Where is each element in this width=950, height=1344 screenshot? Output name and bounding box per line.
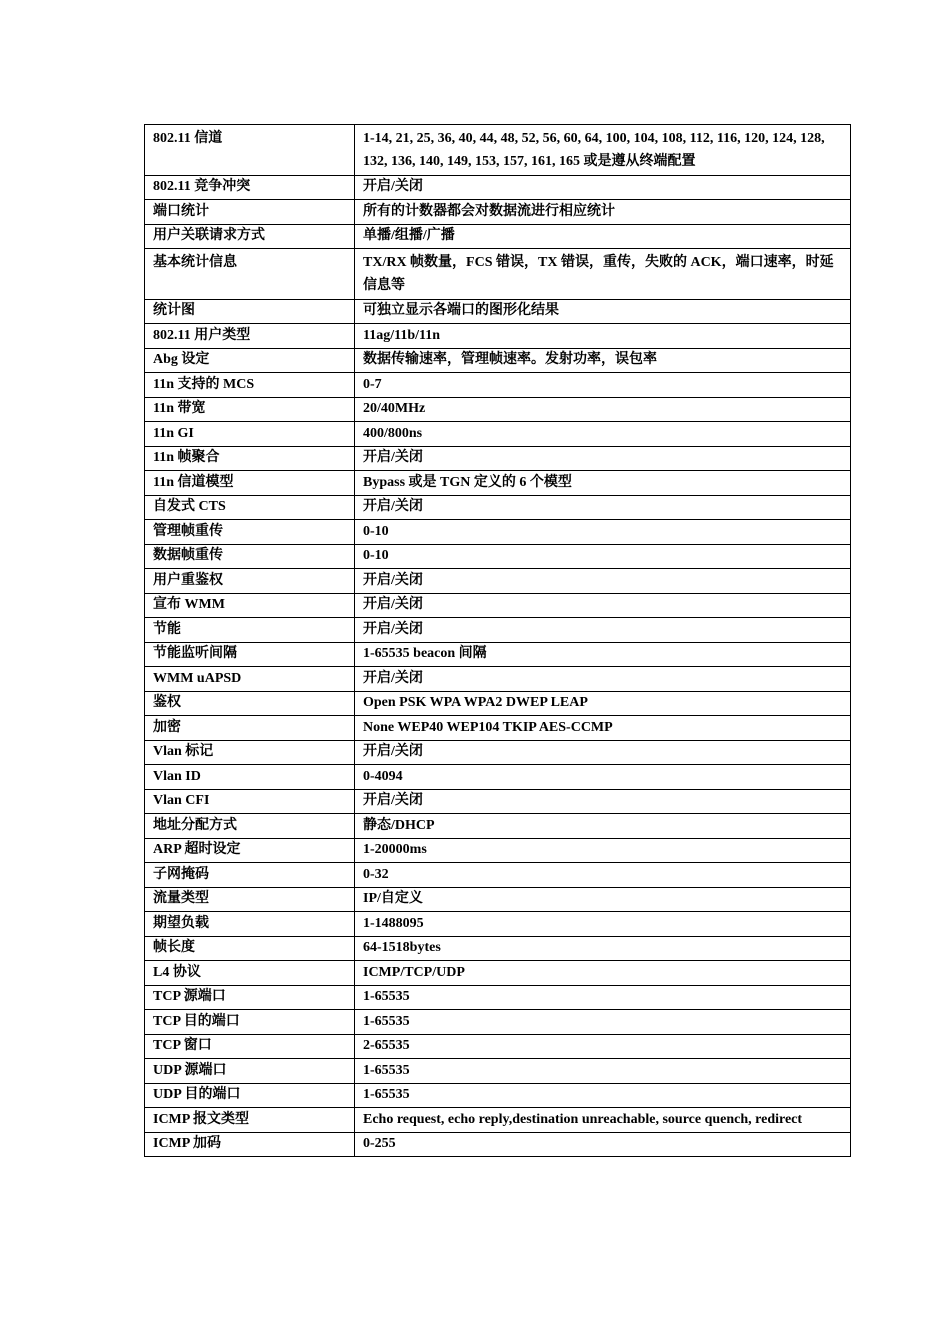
table-row	[145, 1132, 851, 1157]
parameter-name-cell: 期望负载	[145, 912, 355, 937]
table-row	[145, 642, 851, 667]
parameter-value-cell: None WEP40 WEP104 TKIP AES-CCMP	[355, 716, 851, 741]
table-row	[145, 348, 851, 373]
table-row	[145, 912, 851, 937]
parameter-name-cell: 地址分配方式	[145, 814, 355, 839]
spec-table-body	[145, 125, 851, 1157]
parameter-value-cell: 1-65535	[355, 1083, 851, 1108]
parameter-name-cell: 基本统计信息	[145, 249, 355, 300]
parameter-value-cell: 开启/关闭	[355, 667, 851, 692]
parameter-value-cell: 0-4094	[355, 765, 851, 790]
parameter-name-cell: 11n 支持的 MCS	[145, 373, 355, 398]
parameter-name-cell: 鉴权	[145, 691, 355, 716]
parameter-name-cell: 802.11 用户类型	[145, 324, 355, 349]
parameter-name-cell: TCP 源端口	[145, 985, 355, 1010]
parameter-name-cell: 802.11 信道	[145, 125, 355, 176]
table-row	[145, 667, 851, 692]
table-row	[145, 985, 851, 1010]
table-row	[145, 544, 851, 569]
parameter-value-cell: 0-10	[355, 520, 851, 545]
parameter-value-cell: 11ag/11b/11n	[355, 324, 851, 349]
table-row	[145, 1108, 851, 1133]
parameter-value-cell: 0-32	[355, 863, 851, 888]
table-row	[145, 495, 851, 520]
parameter-name-cell: UDP 目的端口	[145, 1083, 355, 1108]
parameter-value-cell: Open PSK WPA WPA2 DWEP LEAP	[355, 691, 851, 716]
parameter-value-cell: 2-65535	[355, 1034, 851, 1059]
table-row	[145, 1010, 851, 1035]
parameter-name-cell: 宣布 WMM	[145, 593, 355, 618]
parameter-value-cell: Bypass 或是 TGN 定义的 6 个模型	[355, 471, 851, 496]
parameter-name-cell: 802.11 竞争冲突	[145, 175, 355, 200]
parameter-value-cell: 1-65535	[355, 985, 851, 1010]
parameter-name-cell: ICMP 报文类型	[145, 1108, 355, 1133]
table-row	[145, 569, 851, 594]
parameter-name-cell: 11n 带宽	[145, 397, 355, 422]
parameter-name-cell: 帧长度	[145, 936, 355, 961]
table-row	[145, 520, 851, 545]
parameter-value-cell: 开启/关闭	[355, 175, 851, 200]
parameter-name-cell: ICMP 加码	[145, 1132, 355, 1157]
table-row	[145, 765, 851, 790]
parameter-name-cell: 用户重鉴权	[145, 569, 355, 594]
parameter-name-cell: ARP 超时设定	[145, 838, 355, 863]
parameter-value-cell: IP/自定义	[355, 887, 851, 912]
table-row	[145, 789, 851, 814]
parameter-value-cell: 400/800ns	[355, 422, 851, 447]
parameter-value-cell: 单播/组播/广播	[355, 224, 851, 249]
parameter-value-cell: 0-7	[355, 373, 851, 398]
table-row	[145, 887, 851, 912]
parameter-value-cell: 所有的计数器都会对数据流进行相应统计	[355, 200, 851, 225]
table-row	[145, 1034, 851, 1059]
parameter-value-cell: 开启/关闭	[355, 789, 851, 814]
table-row	[145, 125, 851, 176]
table-row	[145, 175, 851, 200]
parameter-name-cell: 流量类型	[145, 887, 355, 912]
parameter-value-cell: 1-1488095	[355, 912, 851, 937]
parameter-value-cell: 数据传输速率，管理帧速率。发射功率，误包率	[355, 348, 851, 373]
parameter-value-cell: 开启/关闭	[355, 446, 851, 471]
parameter-value-cell: 开启/关闭	[355, 740, 851, 765]
parameter-name-cell: 自发式 CTS	[145, 495, 355, 520]
table-row	[145, 814, 851, 839]
parameter-name-cell: 11n 信道模型	[145, 471, 355, 496]
parameter-value-cell: 0-10	[355, 544, 851, 569]
parameter-value-cell: TX/RX 帧数量，FCS 错误，TX 错误，重传，失败的 ACK，端口速率，时延信息等	[355, 249, 851, 300]
parameter-value-cell: 64-1518bytes	[355, 936, 851, 961]
parameter-value-cell: 1-14, 21, 25, 36, 40, 44, 48, 52, 56, 60, 64, 100, 104, 108, 112, 116, 120, 124, 128, 132, 136, 140, 149, 153, 157, 161, 165 或是遵从终端配置	[355, 125, 851, 176]
parameter-value-cell: Echo request, echo reply,destination unreachable, source quench, redirect	[355, 1108, 851, 1133]
parameter-name-cell: 统计图	[145, 299, 355, 324]
parameter-value-cell: 1-65535	[355, 1059, 851, 1084]
parameter-name-cell: UDP 源端口	[145, 1059, 355, 1084]
table-row	[145, 397, 851, 422]
parameter-value-cell: 可独立显示各端口的图形化结果	[355, 299, 851, 324]
parameter-name-cell: TCP 目的端口	[145, 1010, 355, 1035]
parameter-value-cell: 1-65535 beacon 间隔	[355, 642, 851, 667]
parameter-name-cell: 11n GI	[145, 422, 355, 447]
table-row	[145, 299, 851, 324]
table-row	[145, 936, 851, 961]
parameter-name-cell: 节能	[145, 618, 355, 643]
parameter-name-cell: 11n 帧聚合	[145, 446, 355, 471]
parameter-name-cell: 节能监听间隔	[145, 642, 355, 667]
table-row	[145, 593, 851, 618]
table-row	[145, 1083, 851, 1108]
parameter-value-cell: 静态/DHCP	[355, 814, 851, 839]
parameter-value-cell: 20/40MHz	[355, 397, 851, 422]
table-row	[145, 863, 851, 888]
table-row	[145, 618, 851, 643]
parameter-value-cell: 0-255	[355, 1132, 851, 1157]
parameter-name-cell: 子网掩码	[145, 863, 355, 888]
table-row	[145, 200, 851, 225]
parameter-name-cell: Abg 设定	[145, 348, 355, 373]
table-row	[145, 961, 851, 986]
table-row	[145, 740, 851, 765]
table-row	[145, 1059, 851, 1084]
parameter-value-cell: 开启/关闭	[355, 593, 851, 618]
parameter-value-cell: ICMP/TCP/UDP	[355, 961, 851, 986]
parameter-name-cell: 用户关联请求方式	[145, 224, 355, 249]
table-row	[145, 324, 851, 349]
table-row	[145, 716, 851, 741]
parameter-name-cell: TCP 窗口	[145, 1034, 355, 1059]
table-row	[145, 838, 851, 863]
parameter-value-cell: 1-20000ms	[355, 838, 851, 863]
spec-table	[144, 124, 851, 1157]
parameter-value-cell: 开启/关闭	[355, 495, 851, 520]
table-row	[145, 691, 851, 716]
parameter-name-cell: 数据帧重传	[145, 544, 355, 569]
table-row	[145, 249, 851, 300]
parameter-name-cell: 端口统计	[145, 200, 355, 225]
table-row	[145, 224, 851, 249]
parameter-value-cell: 开启/关闭	[355, 618, 851, 643]
table-row	[145, 373, 851, 398]
parameter-name-cell: Vlan CFI	[145, 789, 355, 814]
table-row	[145, 471, 851, 496]
parameter-name-cell: 管理帧重传	[145, 520, 355, 545]
parameter-value-cell: 开启/关闭	[355, 569, 851, 594]
parameter-name-cell: Vlan ID	[145, 765, 355, 790]
table-row	[145, 422, 851, 447]
parameter-name-cell: 加密	[145, 716, 355, 741]
parameter-name-cell: Vlan 标记	[145, 740, 355, 765]
table-row	[145, 446, 851, 471]
parameter-value-cell: 1-65535	[355, 1010, 851, 1035]
parameter-name-cell: WMM uAPSD	[145, 667, 355, 692]
parameter-name-cell: L4 协议	[145, 961, 355, 986]
